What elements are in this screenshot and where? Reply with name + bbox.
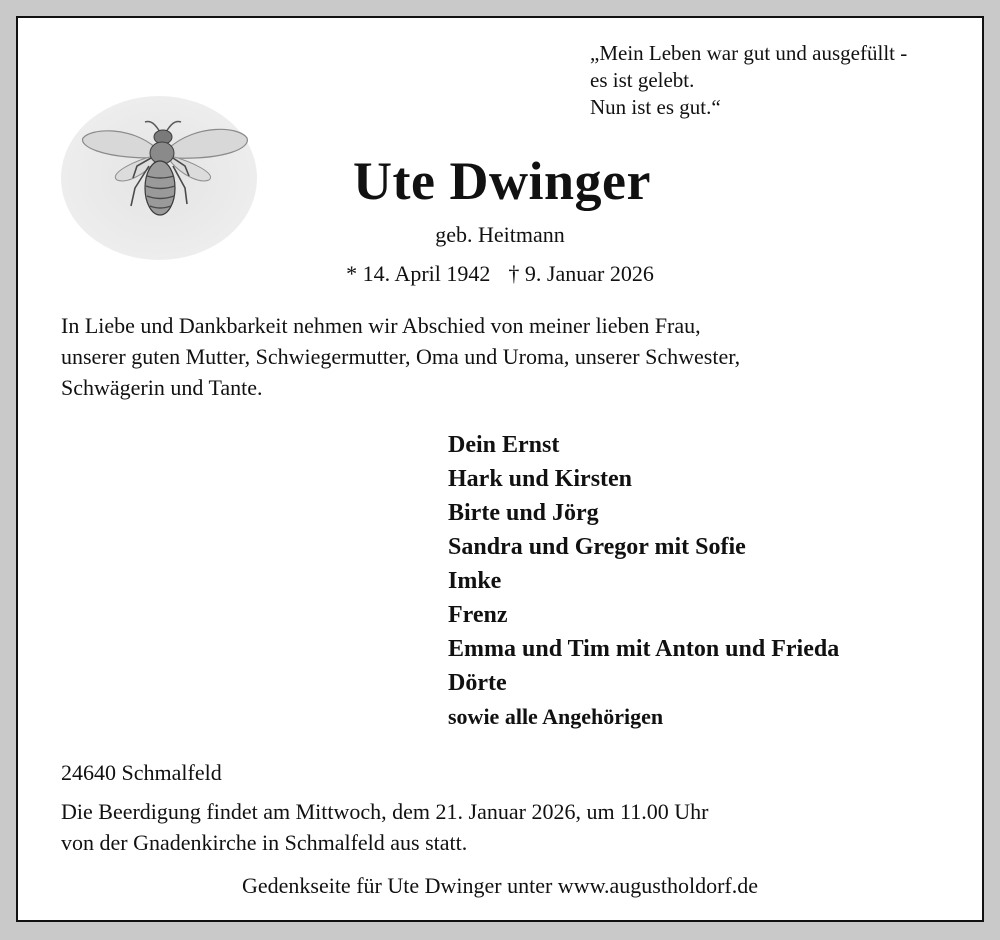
intro-line: unserer guten Mutter, Schwiegermutter, Oma und Uroma, unserer Schwester, xyxy=(61,344,741,369)
mourner-name: Sandra und Gregor mit Sofie xyxy=(448,534,746,560)
mourner-name: Imke xyxy=(448,568,502,594)
life-dates xyxy=(0,261,1000,287)
quote-line: Nun ist es gut.“ xyxy=(590,95,721,119)
mourner-name: Dein Ernst xyxy=(448,432,560,458)
quote-line: „Mein Leben war gut und ausgefüllt - xyxy=(590,41,908,65)
funeral-info xyxy=(61,796,708,858)
mourner-name: Dörte xyxy=(448,670,507,696)
place: 24640 Schmalfeld xyxy=(61,760,222,785)
mourner-name: Hark und Kirsten xyxy=(448,466,633,492)
mourner-name: Birte und Jörg xyxy=(448,500,599,526)
mourners-list xyxy=(448,428,839,734)
death-date: † 9. Januar 2026 xyxy=(508,261,654,286)
deceased-name-row xyxy=(0,150,1000,212)
mourners-closing: sowie alle Angehörigen xyxy=(448,704,664,729)
quote-line: es ist gelebt. xyxy=(590,68,695,92)
funeral-line: von der Gnadenkirche in Schmalfeld aus statt. xyxy=(61,830,468,855)
funeral-line: Die Beerdigung findet am Mittwoch, dem 21. Januar 2026, um 11.00 Uhr xyxy=(61,799,709,824)
memorial-page-link: Gedenkseite für Ute Dwinger unter www.augustholdorf.de xyxy=(241,873,759,898)
mourner-name: Emma und Tim mit Anton und Frieda xyxy=(448,636,840,662)
mourner-name: Frenz xyxy=(448,602,508,628)
intro-line: In Liebe und Dankbarkeit nehmen wir Abschied von meiner lieben Frau, xyxy=(61,313,701,338)
birth-date: * 14. April 1942 xyxy=(346,261,491,286)
born-name: geb. Heitmann xyxy=(435,222,565,247)
quote xyxy=(590,40,907,121)
intro-text xyxy=(61,310,740,403)
intro-line: Schwägerin und Tante. xyxy=(61,375,263,400)
deceased-name: Ute Dwinger xyxy=(353,151,651,211)
